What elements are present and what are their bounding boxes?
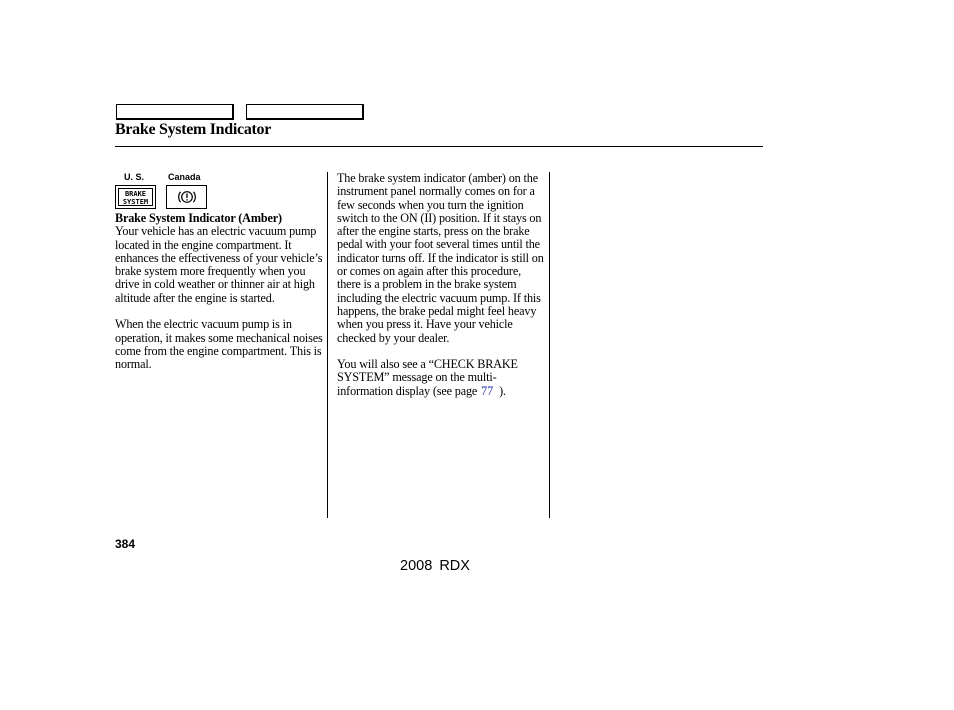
circle-exclamation-brake-icon bbox=[166, 185, 207, 209]
canada-label: Canada bbox=[168, 172, 201, 182]
page-reference-link[interactable]: 77 bbox=[481, 383, 494, 398]
icon-text-system: SYSTEM bbox=[122, 198, 149, 206]
title-divider bbox=[115, 146, 763, 147]
middle-paragraph-1: The brake system indicator (amber) on the instrument panel normally comes on for a few seconds when you turn the ignition switch to the ON (II) position. If it stays on after the engine starts, press on the brake pedal with your foot several times until the indicator turns off. If the indicator is still on or comes on again after this procedure, there is a problem in the brake system including the electric vacuum pump. If this happens, the brake pedal might feel heavy when you press it. Have your vehicle checked by your dealer. bbox=[337, 171, 544, 345]
icon-text-brake: BRAKE bbox=[124, 190, 147, 198]
column-divider-1 bbox=[327, 172, 328, 518]
left-paragraph-1-text: Your vehicle has an electric vacuum pump located in the engine compartment. It enhances the effectiveness of your vehicle’s brake system more frequently when you drive in cold weather or thinner air at high altitude after the engine is started. bbox=[115, 224, 323, 305]
model-footer: 2008 RDX bbox=[400, 558, 470, 574]
page-number: 384 bbox=[115, 537, 136, 551]
left-column bbox=[115, 212, 323, 385]
left-paragraph-2: When the electric vacuum pump is in operation, it makes some mechanical noises come from the engine compartment. This is normal. bbox=[115, 317, 323, 372]
column-divider-2 bbox=[549, 172, 550, 518]
nav-tab-previous[interactable] bbox=[116, 104, 234, 120]
section-subheading: Brake System Indicator (Amber) bbox=[115, 211, 282, 225]
page-title: Brake System Indicator bbox=[115, 121, 272, 138]
middle-paragraph-2-end: ). bbox=[499, 383, 506, 398]
brake-system-text-icon bbox=[115, 185, 156, 209]
middle-column bbox=[337, 172, 545, 411]
us-label: U. S. bbox=[124, 172, 145, 182]
middle-paragraph-2 bbox=[337, 358, 545, 398]
middle-paragraph-2-text: You will also see a “CHECK BRAKE SYSTEM” message on the multi-information display (see page bbox=[337, 357, 518, 398]
left-paragraph-1 bbox=[115, 212, 323, 305]
nav-tab-next[interactable] bbox=[246, 104, 364, 120]
